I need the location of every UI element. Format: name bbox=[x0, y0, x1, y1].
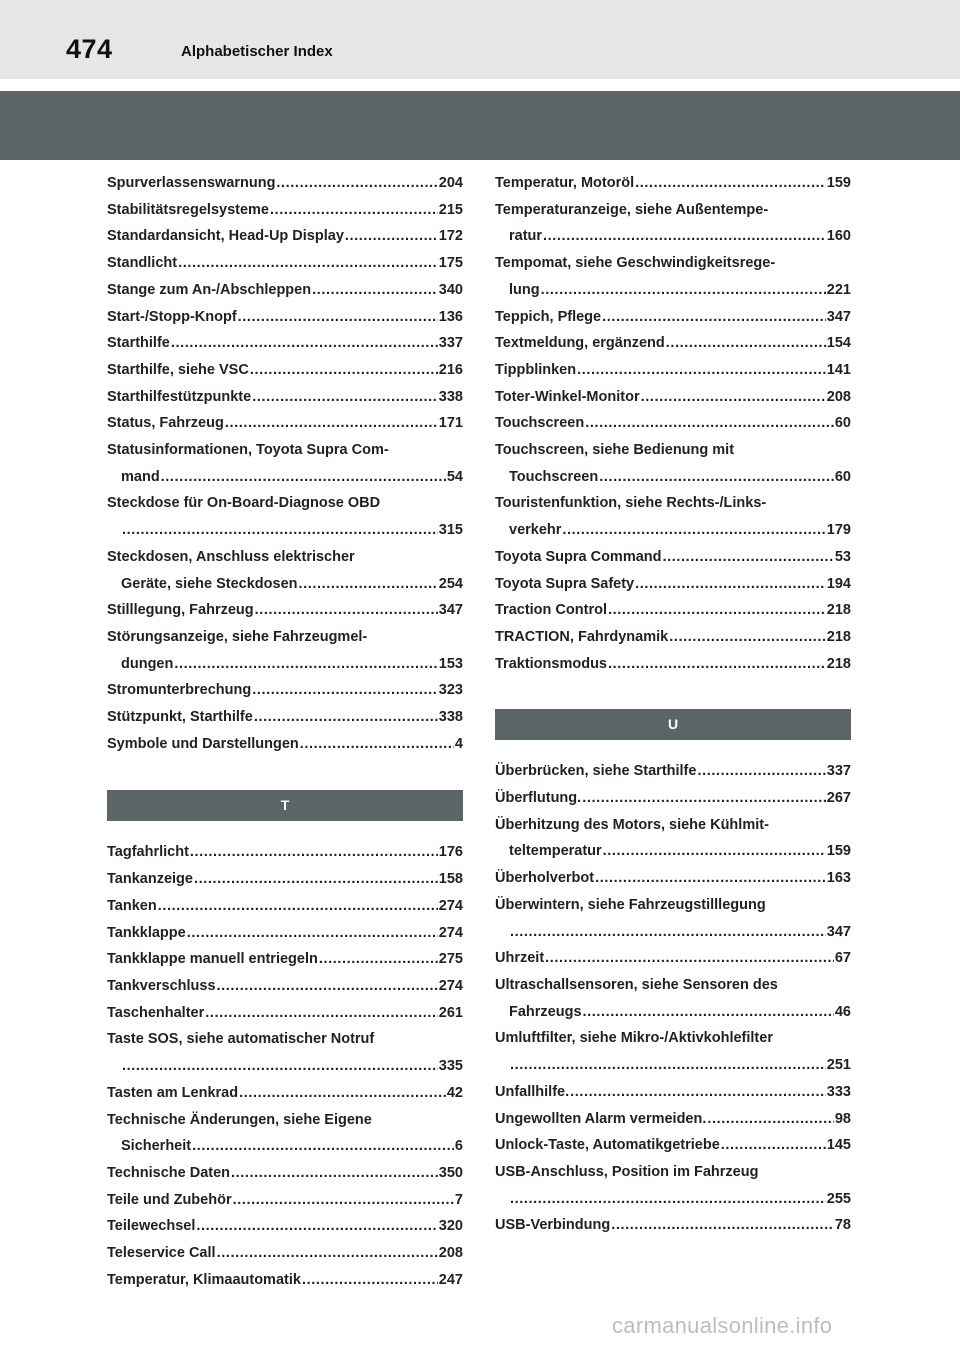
index-entry bbox=[107, 677, 463, 704]
index-entry-page[interactable]: 42 bbox=[446, 1084, 463, 1101]
entry-list-u bbox=[495, 758, 851, 1239]
dot-leader bbox=[635, 571, 826, 598]
index-entry bbox=[495, 1079, 851, 1106]
index-entry-label: TRACTION, Fahrdynamik bbox=[495, 628, 669, 645]
index-entry-page[interactable]: 340 bbox=[438, 281, 463, 298]
index-entry bbox=[495, 1025, 851, 1078]
index-entry-label: Teile und Zubehör bbox=[107, 1191, 232, 1208]
index-entry-label: Tankanzeige bbox=[107, 871, 193, 888]
index-entry-page[interactable]: 216 bbox=[438, 361, 463, 378]
index-entry-page[interactable]: 7 bbox=[454, 1191, 463, 1208]
index-entry bbox=[495, 571, 851, 598]
dot-leader bbox=[238, 304, 438, 331]
index-entry bbox=[495, 1132, 851, 1159]
dot-leader bbox=[122, 517, 438, 544]
dot-leader bbox=[562, 517, 825, 544]
dot-leader bbox=[666, 330, 826, 357]
index-entry-heading: Taste SOS, siehe automatischer Notruf bbox=[107, 1031, 375, 1048]
index-entry-label: Temperatur, Klimaautomatik bbox=[107, 1271, 301, 1288]
index-entry-page[interactable]: 274 bbox=[438, 897, 463, 914]
dot-leader bbox=[178, 250, 438, 277]
index-entry-page[interactable]: 171 bbox=[438, 415, 463, 432]
dot-leader bbox=[196, 1213, 437, 1240]
index-entry-heading: Touristenfunktion, siehe Rechts-/Links- bbox=[495, 495, 767, 512]
index-entry bbox=[107, 920, 463, 947]
index-entry-heading: Touchscreen, siehe Bedienung mit bbox=[495, 442, 735, 459]
index-entry-label: Stromunterbrechung bbox=[107, 682, 252, 699]
index-entry-label: Tasten am Lenkrad bbox=[107, 1084, 239, 1101]
index-entry bbox=[107, 197, 463, 224]
header-band bbox=[0, 0, 960, 79]
index-entry bbox=[495, 812, 851, 865]
dot-leader bbox=[541, 277, 826, 304]
dot-leader bbox=[599, 464, 834, 491]
index-entry-page[interactable]: 4 bbox=[454, 735, 463, 752]
index-entry-page[interactable]: 98 bbox=[834, 1110, 851, 1127]
dot-leader bbox=[231, 1160, 438, 1187]
index-entry-label: Sicherheit bbox=[121, 1138, 192, 1155]
index-entry-label: Symbole und Darstellungen bbox=[107, 735, 299, 752]
index-entry-label: Überholverbot bbox=[495, 870, 595, 887]
index-entry-label: Überflutung. bbox=[495, 790, 582, 807]
index-entry bbox=[107, 330, 463, 357]
index-entry-page[interactable]: 251 bbox=[826, 1057, 851, 1074]
index-entry bbox=[495, 624, 851, 651]
dot-leader bbox=[194, 866, 438, 893]
index-entry bbox=[107, 1160, 463, 1187]
index-entry bbox=[107, 731, 463, 758]
index-entry bbox=[495, 597, 851, 624]
index-entry-label: lung bbox=[509, 281, 540, 298]
index-entry-page[interactable]: 158 bbox=[438, 871, 463, 888]
watermark: carmanualsonline.info bbox=[612, 1313, 833, 1338]
index-entry-page[interactable]: 274 bbox=[438, 924, 463, 941]
index-entry-label: Toyota Supra Command bbox=[495, 548, 662, 565]
dot-leader bbox=[608, 597, 826, 624]
section-header-t: T bbox=[107, 790, 463, 821]
index-entry-label: Unfallhilfe. bbox=[495, 1083, 570, 1100]
dot-leader bbox=[255, 597, 438, 624]
entry-list-s bbox=[107, 170, 463, 757]
index-entry-heading: Störungsanzeige, siehe Fahrzeugmel- bbox=[107, 628, 368, 645]
page-title: Alphabetischer Index bbox=[181, 43, 333, 60]
index-entry-label: Überbrücken, siehe Starthilfe bbox=[495, 763, 697, 780]
index-entry-page[interactable]: 275 bbox=[438, 951, 463, 968]
index-entry-label: Start-/Stopp-Knopf bbox=[107, 308, 237, 325]
dot-leader bbox=[217, 1240, 438, 1267]
index-entry-heading: Ultraschallsensoren, siehe Sensoren des bbox=[495, 976, 778, 993]
dot-leader bbox=[603, 838, 826, 865]
index-entry bbox=[107, 1026, 463, 1079]
index-entry-label: mand bbox=[121, 468, 160, 485]
index-entry-page[interactable]: 218 bbox=[826, 628, 851, 645]
dot-leader bbox=[583, 999, 834, 1026]
index-entry-page[interactable]: 335 bbox=[438, 1058, 463, 1075]
index-entry bbox=[107, 1240, 463, 1267]
dot-leader bbox=[233, 1187, 454, 1214]
index-entry bbox=[107, 170, 463, 197]
index-entry-page[interactable]: 350 bbox=[438, 1164, 463, 1181]
index-entry-page[interactable]: 337 bbox=[826, 763, 851, 780]
dot-leader bbox=[239, 1080, 446, 1107]
index-entry bbox=[107, 973, 463, 1000]
dot-leader bbox=[697, 758, 825, 785]
entry-list-t-continued bbox=[495, 170, 851, 677]
index-entry-label: dungen bbox=[121, 655, 174, 672]
index-entry bbox=[495, 357, 851, 384]
index-entry bbox=[495, 758, 851, 785]
index-entry-page[interactable]: 255 bbox=[826, 1190, 851, 1207]
index-entry bbox=[107, 384, 463, 411]
index-entry-label: Teppich, Pflege bbox=[495, 308, 602, 325]
dot-leader bbox=[663, 544, 834, 571]
index-entry-label: Stilllegung, Fahrzeug bbox=[107, 602, 254, 619]
index-entry-page[interactable]: 6 bbox=[454, 1138, 463, 1155]
index-entry-page[interactable]: 323 bbox=[438, 682, 463, 699]
index-entry bbox=[495, 1212, 851, 1239]
dot-leader bbox=[510, 919, 826, 946]
dot-leader bbox=[174, 651, 437, 678]
dot-leader bbox=[192, 1133, 454, 1160]
dot-leader bbox=[161, 464, 446, 491]
dot-leader bbox=[312, 277, 438, 304]
dot-leader bbox=[252, 384, 438, 411]
dot-leader bbox=[545, 945, 834, 972]
index-entry-page[interactable]: 78 bbox=[834, 1217, 851, 1234]
dot-leader bbox=[510, 1186, 826, 1213]
dot-leader bbox=[187, 920, 438, 947]
index-entry-label: Teleservice Call bbox=[107, 1245, 216, 1262]
index-entry-heading: Steckdosen, Anschluss elektrischer bbox=[107, 548, 355, 565]
index-entry-page[interactable]: 60 bbox=[834, 468, 851, 485]
index-entry-page[interactable]: 172 bbox=[438, 228, 463, 245]
index-entry-label: Starthilfe, siehe VSC bbox=[107, 361, 249, 378]
dot-leader bbox=[276, 170, 437, 197]
index-entry-page[interactable]: 218 bbox=[826, 602, 851, 619]
index-entry bbox=[495, 785, 851, 812]
index-entry bbox=[107, 304, 463, 331]
index-entry bbox=[107, 1080, 463, 1107]
index-entry bbox=[107, 893, 463, 920]
dot-leader bbox=[205, 1000, 438, 1027]
dot-leader bbox=[570, 1079, 826, 1106]
index-entry bbox=[107, 223, 463, 250]
index-entry-page[interactable]: 208 bbox=[438, 1245, 463, 1262]
index-entry-label: Tankklappe manuell entriegeln bbox=[107, 951, 318, 968]
dot-leader bbox=[582, 785, 826, 812]
chapter-band bbox=[0, 91, 960, 160]
index-entry-page[interactable]: 141 bbox=[826, 361, 851, 378]
index-entry-page[interactable]: 136 bbox=[438, 308, 463, 325]
dot-leader bbox=[300, 731, 454, 758]
dot-leader bbox=[635, 170, 826, 197]
index-entry-page[interactable]: 315 bbox=[438, 522, 463, 539]
left-column bbox=[107, 170, 463, 1293]
index-entry-label: Starthilfestützpunkte bbox=[107, 388, 252, 405]
index-entry-label: Stabilitätsregelsysteme bbox=[107, 201, 269, 218]
index-entry bbox=[107, 597, 463, 624]
index-entry-label: Tippblinken bbox=[495, 361, 577, 378]
index-entry bbox=[495, 651, 851, 678]
index-entry bbox=[107, 277, 463, 304]
index-entry-page[interactable]: 215 bbox=[438, 201, 463, 218]
index-entry bbox=[107, 866, 463, 893]
index-entry-label: Temperatur, Motoröl bbox=[495, 175, 635, 191]
index-entry-heading: USB-Anschluss, Position im Fahrzeug bbox=[495, 1163, 759, 1180]
index-entry bbox=[107, 839, 463, 866]
index-entry bbox=[495, 197, 851, 250]
dot-leader bbox=[577, 357, 826, 384]
index-entry-page[interactable]: 320 bbox=[438, 1218, 463, 1235]
index-entry-label: Textmeldung, ergänzend bbox=[495, 335, 665, 352]
dot-leader bbox=[602, 304, 826, 331]
index-entry-page[interactable]: 53 bbox=[834, 548, 851, 565]
index-entry bbox=[495, 1106, 851, 1133]
right-column bbox=[495, 170, 851, 1239]
dot-leader bbox=[510, 1052, 826, 1079]
index-entry-label: Toyota Supra Safety bbox=[495, 575, 635, 592]
dot-leader bbox=[707, 1106, 833, 1133]
index-entry-page[interactable]: 179 bbox=[826, 522, 851, 539]
index-entry-label: Stützpunkt, Starthilfe bbox=[107, 709, 253, 726]
index-entry-label: Tankklappe bbox=[107, 924, 186, 941]
index-entry-page[interactable]: 347 bbox=[826, 923, 851, 940]
index-entry-label: Uhrzeit bbox=[495, 950, 545, 967]
index-entry bbox=[495, 865, 851, 892]
index-entry-page[interactable]: 347 bbox=[826, 308, 851, 325]
index-entry-page[interactable]: 176 bbox=[438, 844, 463, 861]
index-entry bbox=[495, 544, 851, 571]
index-entry-heading: Überwintern, siehe Fahrzeugstilllegung bbox=[495, 896, 766, 913]
index-entry-page[interactable]: 267 bbox=[826, 790, 851, 807]
dot-leader bbox=[319, 946, 438, 973]
index-entry-label: teltemperatur bbox=[509, 843, 602, 860]
index-entry-page[interactable]: 60 bbox=[834, 415, 851, 432]
index-entry-page[interactable]: 221 bbox=[826, 281, 851, 298]
index-entry bbox=[107, 1107, 463, 1160]
index-entry bbox=[107, 250, 463, 277]
index-entry-label: Traktionsmodus bbox=[495, 655, 607, 672]
dot-leader bbox=[721, 1132, 826, 1159]
index-entry-page[interactable]: 208 bbox=[826, 388, 851, 405]
index-entry bbox=[107, 624, 463, 677]
index-entry-page[interactable]: 247 bbox=[438, 1271, 463, 1288]
index-entry bbox=[495, 384, 851, 411]
index-entry-page[interactable]: 54 bbox=[446, 468, 463, 485]
index-entry-page[interactable]: 261 bbox=[438, 1004, 463, 1021]
index-entry-page[interactable]: 159 bbox=[826, 175, 851, 191]
index-entry-page[interactable]: 274 bbox=[438, 977, 463, 994]
index-entry-page[interactable]: 160 bbox=[826, 228, 851, 245]
index-entry-label: Stange zum An-/Abschleppen bbox=[107, 281, 312, 298]
index-entry bbox=[107, 1000, 463, 1027]
index-entry bbox=[495, 410, 851, 437]
index-entry-label: Tanken bbox=[107, 897, 157, 914]
index-entry-label: Status, Fahrzeug bbox=[107, 415, 224, 432]
index-entry-page[interactable]: 338 bbox=[438, 388, 463, 405]
dot-leader bbox=[122, 1053, 438, 1080]
index-entry-heading: Überhitzung des Motors, siehe Kühlmit- bbox=[495, 816, 769, 833]
dot-leader bbox=[254, 704, 438, 731]
dot-leader bbox=[217, 973, 438, 1000]
index-entry-label: Touchscreen bbox=[495, 415, 585, 432]
index-entry-page[interactable]: 218 bbox=[826, 655, 851, 672]
index-entry-page[interactable]: 204 bbox=[438, 175, 463, 191]
index-entry bbox=[107, 946, 463, 973]
index-entry-page[interactable]: 159 bbox=[826, 843, 851, 860]
index-entry-page[interactable]: 347 bbox=[438, 602, 463, 619]
dot-leader bbox=[250, 357, 438, 384]
index-entry bbox=[495, 330, 851, 357]
index-entry-label: Tankverschluss bbox=[107, 977, 216, 994]
dot-leader bbox=[302, 1267, 438, 1294]
index-entry-page[interactable]: 254 bbox=[438, 575, 463, 592]
index-entry bbox=[107, 490, 463, 543]
index-entry-label: Standardansicht, Head-Up Display bbox=[107, 228, 344, 245]
page-number: 474 bbox=[66, 34, 113, 64]
index-entry-label: Traction Control bbox=[495, 602, 607, 619]
index-entry-page[interactable]: 194 bbox=[826, 575, 851, 592]
dot-leader bbox=[225, 410, 438, 437]
index-entry-label: Unlock-Taste, Automatikgetriebe bbox=[495, 1137, 720, 1154]
index-entry bbox=[495, 972, 851, 1025]
index-entry-page[interactable]: 163 bbox=[826, 870, 851, 887]
index-entry-page[interactable]: 145 bbox=[826, 1137, 851, 1154]
index-entry bbox=[107, 437, 463, 490]
index-entry bbox=[495, 170, 851, 197]
index-entry-label: Teilewechsel bbox=[107, 1218, 196, 1235]
index-entry-label: Starthilfe bbox=[107, 335, 170, 352]
index-entry-page[interactable]: 338 bbox=[438, 709, 463, 726]
index-entry-label: Toter-Winkel-Monitor bbox=[495, 388, 640, 405]
index-entry bbox=[107, 544, 463, 597]
index-entry-heading: Umluftfilter, siehe Mikro-/Aktivkohlefilter bbox=[495, 1030, 773, 1047]
index-entry-page[interactable]: 154 bbox=[826, 335, 851, 352]
index-entry-label: Geräte, siehe Steckdosen bbox=[121, 575, 298, 592]
index-entry-label: Taschenhalter bbox=[107, 1004, 205, 1021]
index-entry-label: Technische Daten bbox=[107, 1164, 231, 1181]
dot-leader bbox=[669, 624, 826, 651]
index-entry-page[interactable]: 337 bbox=[438, 335, 463, 352]
dot-leader bbox=[345, 223, 438, 250]
index-entry-heading: Temperaturanzeige, siehe Außentempe- bbox=[495, 201, 769, 218]
dot-leader bbox=[595, 865, 826, 892]
index-entry-page[interactable]: 67 bbox=[834, 950, 851, 967]
dot-leader bbox=[252, 677, 438, 704]
index-entry bbox=[495, 304, 851, 331]
index-entry bbox=[495, 437, 851, 490]
index-entry bbox=[107, 704, 463, 731]
index-entry-label: Spurverlassenswarnung bbox=[107, 175, 276, 191]
index-entry bbox=[495, 250, 851, 303]
index-entry bbox=[107, 410, 463, 437]
index-entry-label: Ungewollten Alarm vermeiden. bbox=[495, 1110, 707, 1127]
dot-leader bbox=[299, 571, 438, 598]
index-entry-label: Fahrzeugs bbox=[509, 1003, 582, 1020]
index-entry-label: Standlicht bbox=[107, 255, 178, 272]
index-entry-heading: Steckdose für On-Board-Diagnose OBD bbox=[107, 495, 381, 512]
dot-leader bbox=[543, 223, 826, 250]
index-entry-page[interactable]: 175 bbox=[438, 255, 463, 272]
index-entry bbox=[107, 1213, 463, 1240]
dot-leader bbox=[641, 384, 826, 411]
dot-leader bbox=[611, 1212, 834, 1239]
index-entry-label: USB-Verbindung bbox=[495, 1217, 611, 1234]
index-entry bbox=[495, 945, 851, 972]
index-entry bbox=[495, 892, 851, 945]
index-entry-label: ratur bbox=[509, 228, 543, 245]
index-entry-heading: Technische Änderungen, siehe Eigene bbox=[107, 1111, 372, 1128]
index-entry-heading: Tempomat, siehe Geschwindigkeitsrege- bbox=[495, 255, 776, 272]
dot-leader bbox=[608, 651, 826, 678]
dot-leader bbox=[190, 839, 438, 866]
dot-leader bbox=[171, 330, 438, 357]
index-entry bbox=[107, 357, 463, 384]
dot-leader bbox=[585, 410, 834, 437]
index-entry bbox=[107, 1267, 463, 1294]
index-entry-page[interactable]: 153 bbox=[438, 655, 463, 672]
section-header-u: U bbox=[495, 709, 851, 740]
index-entry-label: verkehr bbox=[509, 522, 562, 539]
index-entry bbox=[495, 490, 851, 543]
dot-leader bbox=[158, 893, 438, 920]
index-entry-label: Tagfahrlicht bbox=[107, 844, 189, 861]
index-entry bbox=[495, 1159, 851, 1212]
index-entry bbox=[107, 1187, 463, 1214]
index-entry-heading: Statusinformationen, Toyota Supra Com- bbox=[107, 442, 389, 459]
index-entry-label: Touchscreen bbox=[509, 468, 599, 485]
dot-leader bbox=[270, 197, 438, 224]
index-entry-page[interactable]: 333 bbox=[826, 1083, 851, 1100]
index-entry-page[interactable]: 46 bbox=[834, 1003, 851, 1020]
entry-list-t bbox=[107, 839, 463, 1293]
